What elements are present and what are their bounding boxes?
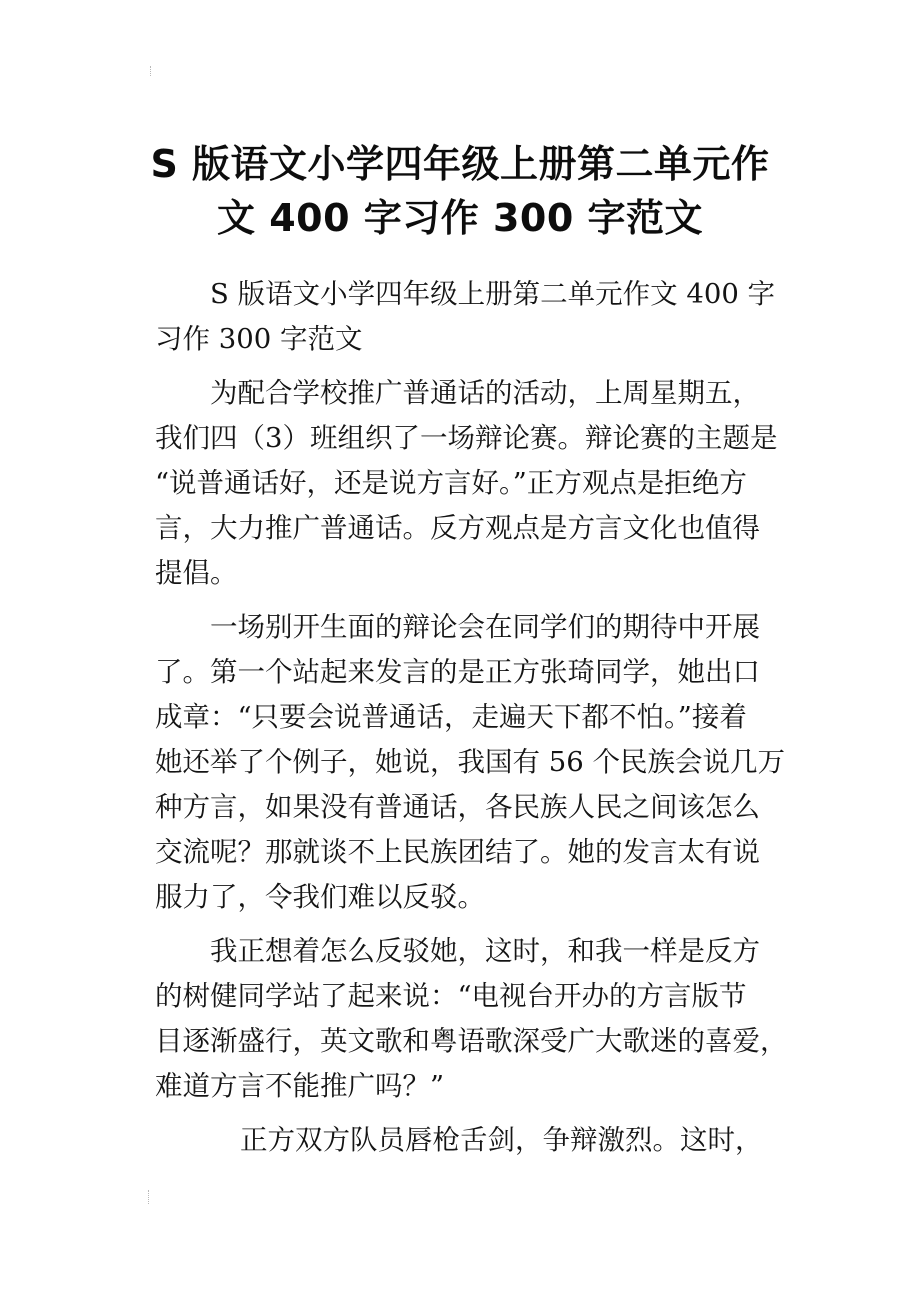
title-line-1: S 版语文小学四年级上册第二单元作 (150, 142, 770, 187)
text-line: S 版语文小学四年级上册第二单元作文 400 字 (210, 278, 776, 310)
text-line: 服力了，令我们难以反驳。 (155, 881, 485, 913)
text-line: 目逐渐盛行，英文歌和粤语歌深受广大歌迷的喜爱， (155, 1025, 788, 1057)
text-line: 为配合学校推广普通话的活动，上周星期五， (210, 377, 760, 409)
text-line: 我们四（3）班组织了一场辩论赛。辩论赛的主题是 (155, 422, 778, 454)
scan-mark-top (150, 66, 155, 76)
paragraph-1 (155, 272, 776, 362)
text-line: 种方言，如果没有普通话，各民族人民之间该怎么 (155, 791, 760, 823)
paragraph-2 (155, 371, 778, 596)
title-line-2: 文 400 字习作 300 字范文 (216, 196, 704, 241)
text-line: 成章：“只要会说普通话，走遍天下都不怕。”接着 (155, 701, 747, 733)
text-line: 习作 300 字范文 (155, 323, 363, 355)
text-line: 言，大力推广普通话。反方观点是方言文化也值得 (155, 512, 760, 544)
text-line: 提倡。 (155, 557, 238, 589)
paragraph-5 (155, 1118, 773, 1163)
document-body (155, 272, 788, 1172)
scan-mark-bottom (148, 1190, 153, 1204)
text-line: 她还举了个例子，她说，我国有 56 个民族会说几万 (155, 746, 785, 778)
text-line: 了。第一个站起来发言的是正方张琦同学，她出口 (155, 656, 760, 688)
text-line: 的树健同学站了起来说：“电视台开办的方言版节 (155, 980, 747, 1012)
text-line: 正方双方队员唇枪舌剑，争辩激烈。这时， (240, 1124, 763, 1156)
text-line: “说普通话好，还是说方言好。”正方观点是拒绝方 (155, 467, 747, 499)
document-title (120, 137, 800, 245)
text-line: 一场别开生面的辩论会在同学们的期待中开展 (210, 611, 760, 643)
paragraph-3 (155, 605, 785, 920)
text-line: 难道方言不能推广吗？” (155, 1070, 445, 1102)
text-line: 我正想着怎么反驳她，这时，和我一样是反方 (210, 935, 760, 967)
paragraph-4 (155, 929, 788, 1109)
text-line: 交流呢？那就谈不上民族团结了。她的发言太有说 (155, 836, 760, 868)
